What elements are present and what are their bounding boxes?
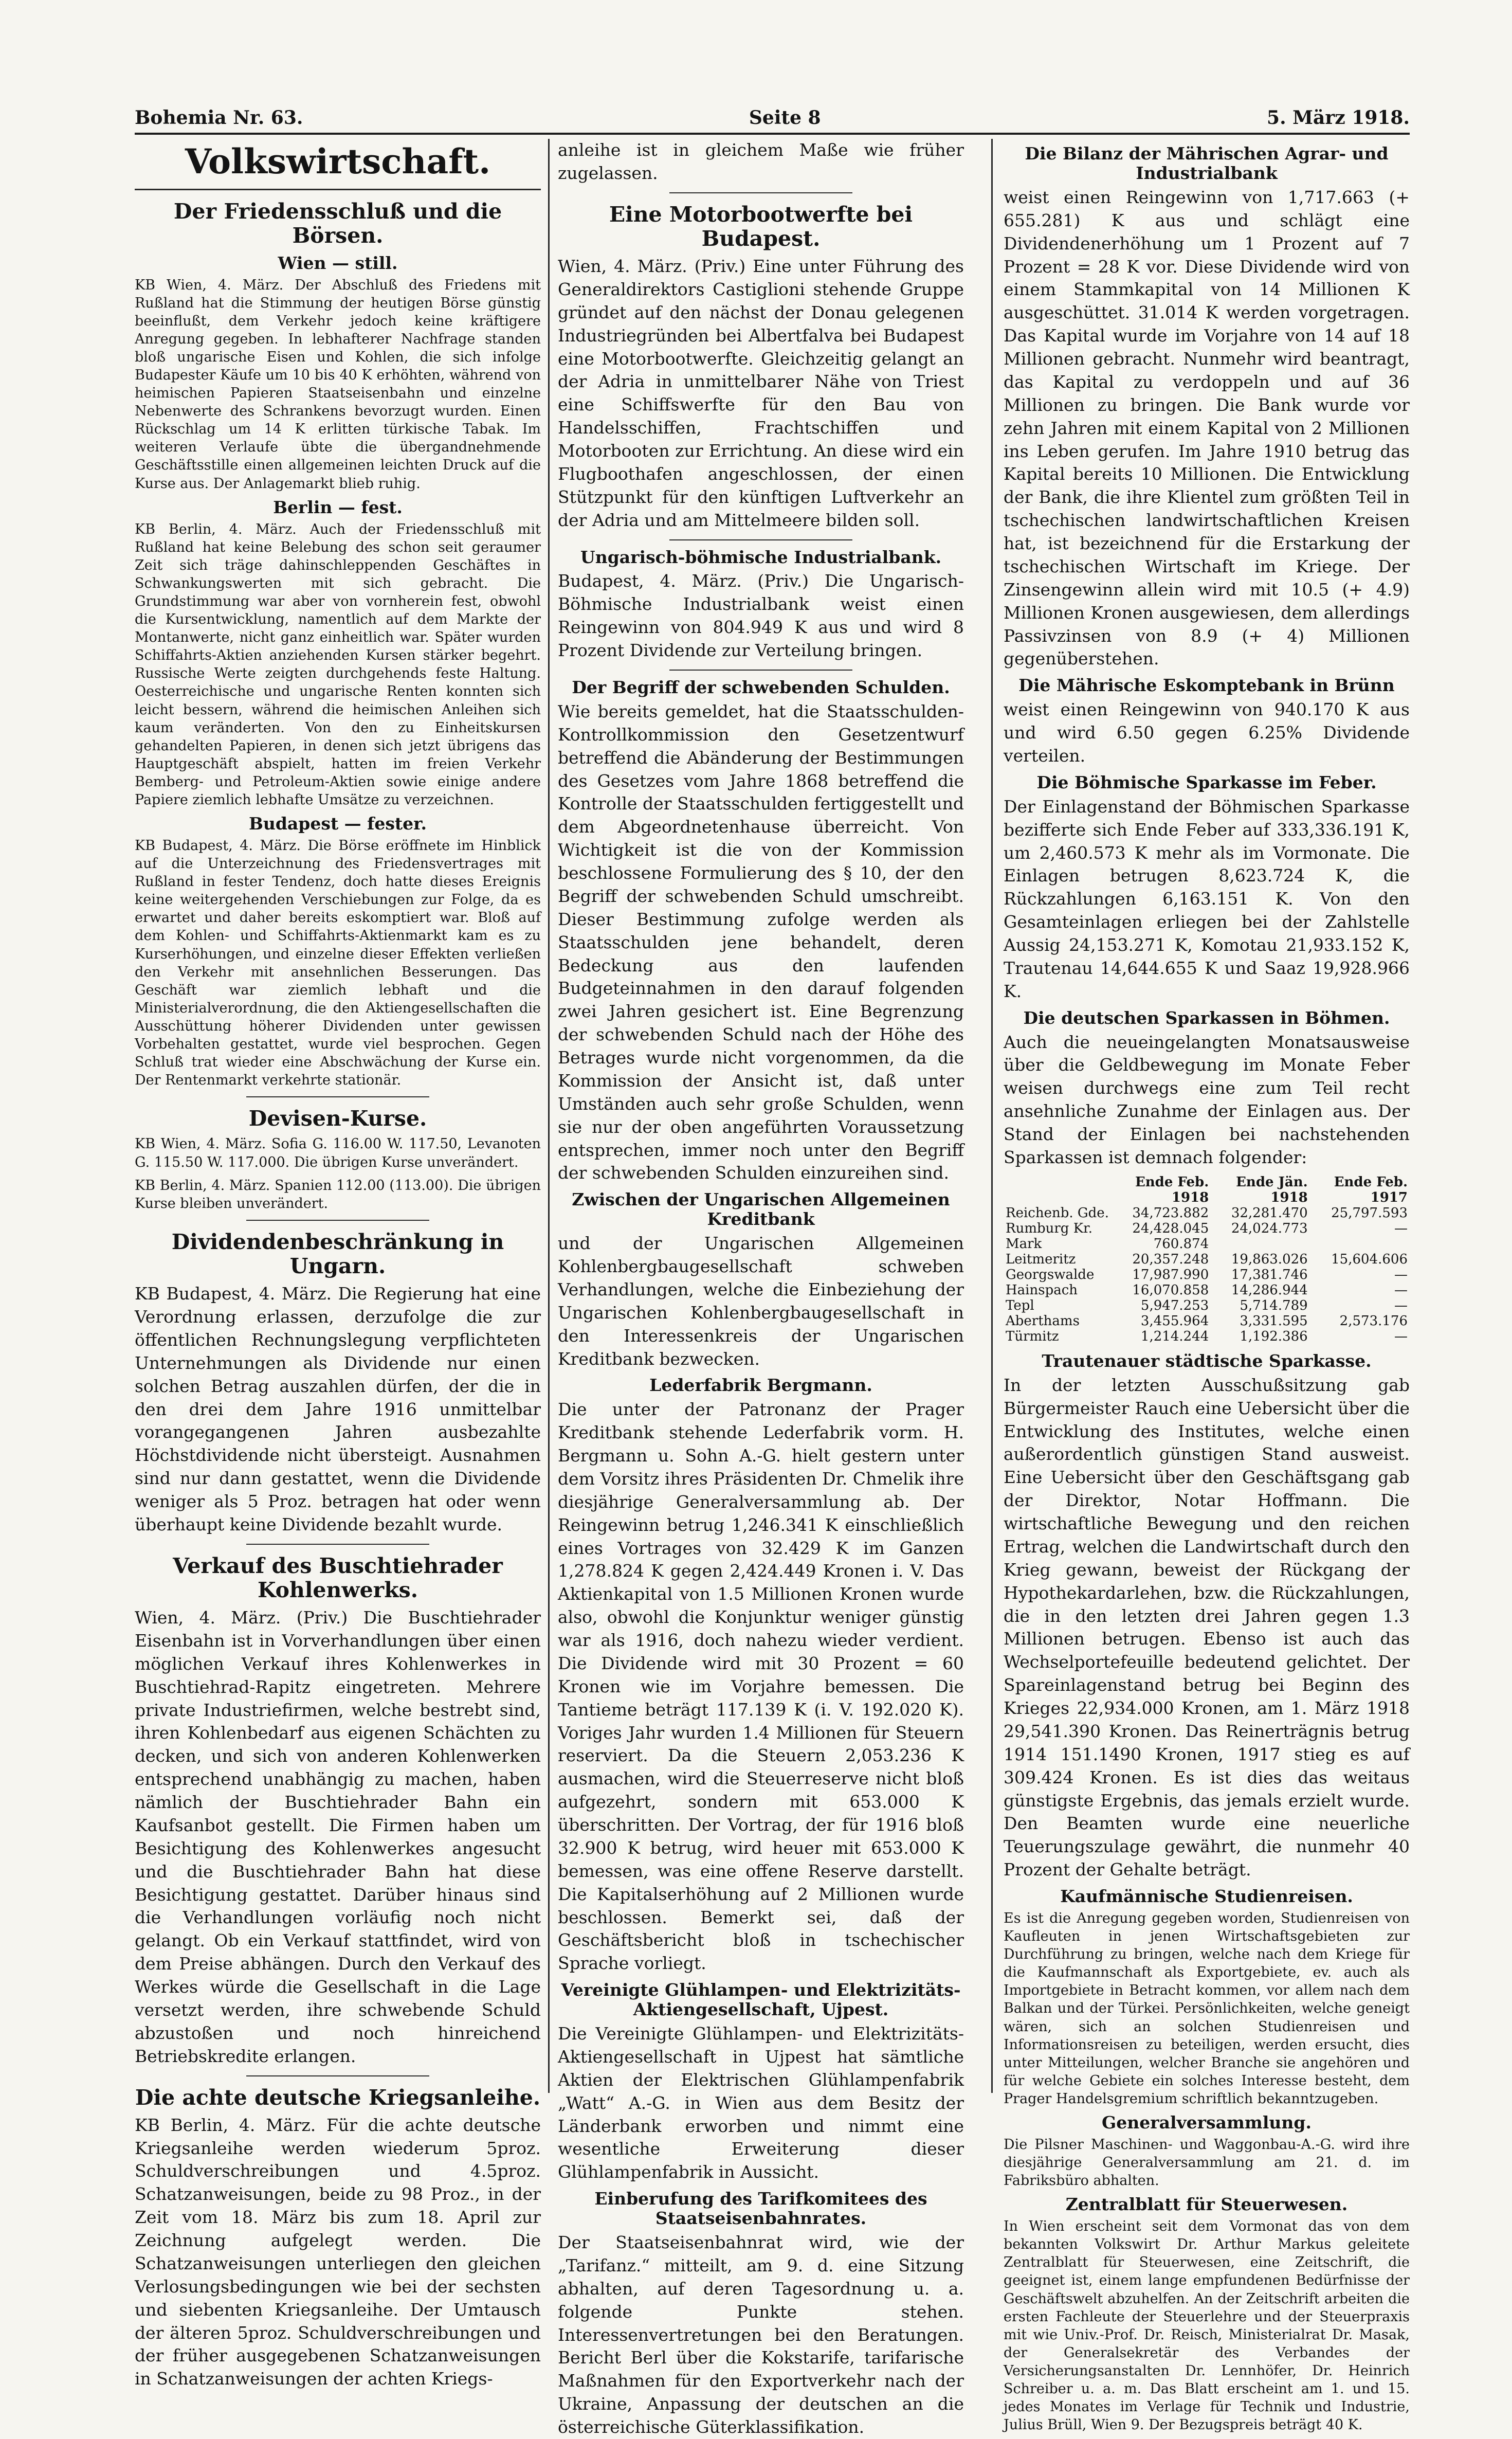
table-row	[1004, 1282, 1410, 1298]
article-paragraph: Die Pilsner Maschinen- und Waggonbau-A.-G. wird ihre diesjährige Generalversammlung am 21. d. im Fabriksbüro abhalten.	[1004, 2136, 1410, 2189]
article-buschtiehrad	[135, 1554, 541, 2068]
article-title: Zwischen der Ungarischen Allgemeinen Kreditbank	[572, 1189, 950, 1230]
article-title: Die Bilanz der Mährischen Agrar- und Industrialbank	[1025, 143, 1389, 183]
table-cell: 3,455.964	[1140, 1313, 1209, 1329]
article-title: Einberufung des Tarifkomitees des Staatseisenbahnrates.	[594, 2189, 927, 2229]
header-rule	[135, 133, 1410, 135]
page-header	[135, 98, 1410, 129]
subhead-berlin: Berlin — fest.	[273, 497, 403, 517]
table-cell: 760.874	[1153, 1236, 1209, 1252]
header-page-number: Seite 8	[749, 107, 821, 129]
table-header-cell	[1004, 1175, 1111, 1205]
article-title: Verkauf des Buschtiehrader Kohlenwerks.	[173, 1553, 503, 1602]
table-cell: 17,381.746	[1231, 1267, 1308, 1282]
article-paragraph: weist einen Reingewinn von 1,717.663 (+ 655.281) K aus und schlägt eine Dividendenerhöhung um 1 Prozent auf 7 Prozent = 28 K vor. Diese Dividende wird von einem Stammkapital von 14 Millionen K ausgeschüttet. 31.014 K werden vorgetragen. Das Kapital wurde im Vorjahre von 14 auf 18 Millionen gebracht. Nunmehr wird beantragt, das Kapital zu verdoppeln und auf 36 Millionen zu bringen. Die Bank wurde vor zehn Jahren mit einem Kapital von 2 Millionen ins Leben gerufen. Im Jahre 1910 betrug das Kapital bereits 10 Millionen. Die Entwicklung der Bank, die ihre Klientel zum größten Teil in tschechischen landwirtschaftlichen Kreisen hat, ist bezeichnend für die Erstarkung der tschechischen Wirtschaft im Kriege. Der Zinsengewinn allein wird mit 10.5 (+ 4.9) Millionen Kronen ausgewiesen, dem allerdings Passivzinsen von 8.9 (+ 4) Millionen gegenüberstehen.	[1004, 187, 1410, 669]
table-cell: 34,723.882	[1132, 1205, 1209, 1221]
header-date: 5. März 1918.	[1267, 107, 1410, 129]
table-cell: 1,214.244	[1140, 1328, 1209, 1344]
section-rule	[135, 189, 541, 190]
article-title: Dividendenbeschränkung in Ungarn.	[171, 1229, 504, 1278]
article-boehmische-sparkasse	[1004, 773, 1410, 1003]
article-paragraph: In der letzten Ausschußsitzung gab Bürgermeister Rauch eine Uebersicht über die Entwicklung des Institutes, welche einen außerordentlich günstigen Stand ausweist. Eine Uebersicht über den Geschäftsgang gab der Direktor, Notar Hoffmann. Die wirtschaftliche Bewegung und den reichen Ertrag, welchen die Landwirtschaft durch den Krieg gewann, beweist der Rückgang der Hypothekardarlehen, bzw. die Rückzahlungen, die in den letzten drei Jahren gegen 1.3 Millionen betrugen. Ebenso ist auch das Wechselportefeuille bedeutend gelichtet. Der Spareinlagenstand betrug bei Beginn des Krieges 22,934.000 Kronen, am 1. März 1918 29,541.390 Kronen. Das Reinerträgnis betrug 1914 151.1490 Kronen, 1917 stieg es auf 309.424 Kronen. Es ist dies das weitaus günstigste Ergebnis, das jemals erzielt wurde. Den Beamten wurde eine neuerliche Teuerungszulage gewährt, die nunmehr 40 Prozent der Gehalte beträgt.	[1004, 1375, 1410, 1880]
article-rule	[246, 2075, 429, 2076]
article-gluehlampen	[558, 1980, 964, 2184]
column-divider-1	[548, 139, 550, 2093]
article-paragraph: KB Berlin, 4. März. Spanien 112.00 (113.00). Die übrigen Kurse bleiben unverändert.	[135, 1177, 541, 1212]
article-paragraph: Budapest, 4. März. (Priv.) Die Ungarisch-Böhmische Industrialbank weist einen Reingewinn von 804.949 K aus und wird 8 Prozent Dividende zur Verteilung bringen.	[558, 571, 964, 661]
article-rule	[669, 670, 852, 671]
article-zentralblatt	[1004, 2195, 1410, 2434]
table-cell: 3,331.595	[1240, 1313, 1308, 1329]
article-agrarbank	[1004, 144, 1410, 671]
article-title: Kaufmännische Studienreisen.	[1060, 1886, 1353, 1906]
article-paragraph: In Wien erscheint seit dem Vormonat das von dem bekannten Volkswirt Dr. Arthur Markus geleitete Zentralblatt für Steuerwesen, eine Zeitschrift, die geeignet ist, einem lange empfundenen Bedürfnisse der Geschäftswelt abzuhelfen. An der Zeitschrift arbeiten die ersten Fachleute der Steuerlehre und der Steuerpraxis mit wie Univ.-Prof. Dr. Reisch, Ministerialrat Dr. Masak, der Generalsekretär des Verbandes der Versicherungsanstalten Dr. Lennhöfer, Dr. Heinrich Schreiber u. a. m. Das Blatt erscheint am 1. und 15. jedes Monates im Verlage für Technik und Industrie, Julius Brüll, Wien 9. Der Bezugspreis beträgt 40 K.	[1004, 2218, 1410, 2433]
article-title: Die deutschen Sparkassen in Böhmen.	[1023, 1007, 1390, 1028]
table-row	[1004, 1252, 1410, 1267]
article-paragraph: Der Einlagenstand der Böhmischen Sparkasse bezifferte sich Ende Feber auf 333,336.191 K, um 2,460.573 K mehr als im Vormonate. Die Einlagen betrugen 8,623.724 K, die Rückzahlungen 6,163.151 K. Von den Gesamteinlagen erliegen bei der Zahlstelle Aussig 24,153.271 K, Komotau 21,933.152 K, Trautenau 14,644.655 K und Saaz 19,928.966 K.	[1004, 796, 1410, 1001]
article-paragraph: Wien, 4. März. (Priv.) Eine unter Führung des Generaldirektors Castiglioni stehende Gruppe gründet auf den nächst der Donau gelegenen Industriegründen bei Albertfalva bei Budapest eine Motorbootwerfte. Gleichzeitig gelangt an der Adria in unmittelbarer Nähe von Triest eine Schiffswerfte für den Bau von Handelsschiffen, Frachtschiffen und Motorbooten zur Errichtung. An diese wird ein Flugboothafen angeschlossen, der einen Stützpunkt für den künftigen Luftverkehr an der Adria und am Mittelmeere bilden soll.	[558, 256, 964, 530]
article-paragraph: KB Wien, 4. März. Sofia G. 116.00 W. 117.50, Levanoten G. 115.50 W. 117.000. Die übrigen Kurse unverändert.	[135, 1136, 541, 1170]
table-cell: Hainspach	[1006, 1282, 1078, 1298]
table-cell: —	[1394, 1282, 1408, 1298]
table-cell: Leitmeritz	[1006, 1251, 1076, 1267]
table-cell: Rumburg Kr.	[1006, 1220, 1092, 1236]
table-cell: Türmitz	[1006, 1328, 1059, 1344]
table-cell: 5,947.253	[1140, 1297, 1209, 1313]
table-cell: —	[1394, 1220, 1408, 1236]
article-paragraph: Wien, 4. März. (Priv.) Die Buschtiehrader Eisenbahn ist in Vorverhandlungen über einen möglichen Verkauf ihres Kohlenwerkes in Buschtiehrad-Rapitz eingetreten. Mehrere private Industriefirmen, welche bestrebt sind, ihren Kohlenbedarf aus eigenen Schächten zu decken, und sich von anderen Kohlenwerken entsprechend unabhängig zu machen, haben nämlich der Buschtiehrader Bahn ein Kaufsanbot gestellt. Die Firmen haben um Besichtigung des Kohlenwerkes angesucht und die Buschtiehrader Bahn hat diese Besichtigung gestattet. Darüber hinaus sind die Verhandlungen vorläufig noch nicht gelangt. Ob ein Verkauf stattfindet, wird von dem Preise abhängen. Durch den Verkauf des Werkes würde die Gesellschaft in die Lage versetzt werden, ihre schwebende Schuld abzustoßen und noch hinreichend Betriebskredite erlangen.	[135, 1607, 541, 2066]
article-kreditbank	[558, 1190, 964, 1370]
table-cell: 17,987.990	[1132, 1267, 1209, 1282]
table-row	[1004, 1236, 1410, 1252]
table-cell: —	[1394, 1328, 1408, 1344]
table-row	[1004, 1329, 1410, 1344]
article-title: Die achte deutsche Kriegsanleihe.	[135, 2085, 541, 2110]
article-paragraph: KB Budapest, 4. März. Die Regierung hat eine Verordnung erlassen, derzufolge die zur öffentlichen Rechnungslegung verpflichteten Unternehmungen als Dividende nur einen solchen Betrag auszahlen dürfen, der die in den drei dem Jahre 1916 unmittelbar vorangegangenen Jahren ausbezahlte Höchstdividende nicht übersteigt. Ausnahmen sind nur dann gestattet, wenn die Dividende weniger als 5 Proz. betragen hat oder wenn überhaupt keine Dividende bezahlt wurde.	[135, 1284, 541, 1534]
table-cell: Aberthams	[1006, 1313, 1080, 1329]
table-cell: 5,714.789	[1240, 1297, 1308, 1313]
table-cell	[1310, 1236, 1410, 1252]
article-paragraph: KB Berlin, 4. März. Für die achte deutsche Kriegsanleihe werden wiederum 5proz. Schuldverschreibungen und 4.5proz. Schatzanweisungen, beide zu 98 Proz., in der Zeit vom 18. März bis zum 18. April zur Zeichnung aufgelegt werden. Die Schatzanweisungen unterliegen den gleichen Verlosungsbedingungen wie bei der sechsten und siebenten Kriegsanleihe. Der Umtausch der älteren 5proz. Schuldverschreibungen und der früher ausgegebenen Schatzanweisungen in Schatzanweisungen der achten Kriegs-	[135, 2115, 541, 2389]
article-title: Lederfabrik Bergmann.	[649, 1375, 872, 1396]
table-row	[1004, 1267, 1410, 1282]
article-title: Die Mährische Eskomptebank in Brünn	[1018, 675, 1395, 696]
column-2	[558, 139, 964, 2437]
table-row	[1004, 1221, 1410, 1236]
table-cell: 25,797.593	[1331, 1205, 1408, 1221]
table-header-cell: Ende Feb. 1917	[1334, 1174, 1408, 1205]
article-title: Der Begriff der schwebenden Schulden.	[572, 677, 950, 697]
article-rule	[246, 1220, 429, 1221]
table-header-cell: Ende Jän. 1918	[1236, 1174, 1308, 1205]
article-rule	[246, 1544, 429, 1545]
table-cell: 24,024.773	[1231, 1220, 1308, 1236]
table-cell: 1,192.386	[1240, 1328, 1308, 1344]
section-title: Volkswirtschaft.	[185, 141, 491, 182]
article-rule	[669, 539, 852, 540]
article-title: Die Böhmische Sparkasse im Feber.	[1036, 772, 1377, 792]
article-trautenau	[1004, 1351, 1410, 1882]
subhead-budapest: Budapest — fester.	[248, 814, 427, 834]
article-industrialbank	[558, 548, 964, 662]
article-paragraph: KB Budapest, 4. März. Die Börse eröffnete im Hinblick auf die Unterzeichnung des Friedensvertrages mit Rußland in fester Tendenz, doch hatte dieses Ereignis keine weitergehenden Verschiebungen zur Folge, da es erwartet und daher bereits eskomptiert war. Bloß auf dem Kohlen- und Schiffahrts-Aktienmarkt kam es zu Kurserhöhungen, und einzelne dieser Effekten verließen den Verkehr mit ansehnlichen Besserungen. Das Geschäft war ziemlich lebhaft und die Ministerialverordnung, die den Aktiengesellschaften die Ausschüttung höherer Dividenden unter gewissen Vorbehalten gestattet, wurde viel besprochen. Gegen Schluß trat wieder eine Abschwächung der Kurse ein. Der Rentenmarkt verkehrte stationär.	[135, 838, 541, 1089]
table-cell: 24,428.045	[1132, 1220, 1209, 1236]
article-eskomptebank	[1004, 676, 1410, 768]
article-dividendenbeschraenkung	[135, 1230, 541, 1537]
table-row	[1004, 1313, 1410, 1329]
article-title: Der Friedensschluß und die Börsen.	[173, 199, 502, 248]
article-paragraph: Die Vereinigte Glühlampen- und Elektrizitäts-Aktiengesellschaft in Ujpest hat sämtliche Aktien der Elektrischen Glühlampenfabrik „Watt“ A.-G. in Wien aus dem Besitz der Länderbank erworben und nimmt eine wesentliche Erweiterung dieser Glühlampenfabrik in Aussicht.	[558, 2024, 964, 2182]
article-title: Eine Motorbootwerfte bei Budapest.	[609, 202, 913, 251]
article-friedensschluss	[135, 200, 541, 1089]
column-1	[135, 139, 541, 2389]
article-lederfabrik	[558, 1376, 964, 1975]
article-paragraph: Es ist die Anregung gegeben worden, Studienreisen von Kaufleuten in jenen Wirtschaftsgebieten zur Durchführung zu bringen, welche nach dem Kriege für die Kaufmannschaft als Exportgebiete, ev. auch als Importgebiete in Betracht kommen, vor allem nach dem Balkan und der Türkei. Persönlichkeiten, welche geneigt wären, sich an solchen Studienreisen und Informationsreisen zu beteiligen, werden ersucht, dies unter Mitteilungen, welcher Branche sie angehören und für welche Gebiete ein solches Interesse besteht, dem Prager Handelsgremium schriftlich bekanntzugeben.	[1004, 1910, 1410, 2107]
article-paragraph: und der Ungarischen Allgemeinen Kohlenbergbaugesellschaft schweben Verhandlungen, welche die Einbeziehung der Ungarischen Kohlenbergbaugesellschaft in den Interessenkreis der Ungarischen Kreditbank bezwecken.	[558, 1233, 964, 1369]
table-cell: Mark	[1006, 1236, 1042, 1252]
table-cell	[1211, 1236, 1309, 1252]
article-paragraph: Auch die neueingelangten Monatsausweise über die Geldbewegung im Monate Feber weisen durchwegs eine zum Teil recht ansehnliche Zunahme der Einlagen aus. Der Stand der Einlagen bei nachstehenden Sparkassen ist demnach folgender:	[1004, 1032, 1410, 1167]
table-cell: Tepl	[1006, 1297, 1034, 1313]
table-cell: —	[1394, 1267, 1408, 1282]
article-tarifkomitee	[558, 2189, 964, 2439]
table-cell: 16,070.858	[1132, 1282, 1209, 1298]
table-cell: 20,357.248	[1132, 1251, 1209, 1267]
table-cell: 32,281.470	[1231, 1205, 1308, 1221]
header-paper-issue: Bohemia Nr. 63.	[135, 107, 303, 129]
article-rule	[246, 1096, 429, 1097]
article-title: Vereinigte Glühlampen- und Elektrizitäts-Aktiengesellschaft, Ujpest.	[561, 1980, 961, 2020]
sparkassen-table	[1004, 1175, 1410, 1344]
article-title: Generalversammlung.	[1102, 2112, 1311, 2133]
table-cell: —	[1394, 1297, 1408, 1313]
article-title: Devisen-Kurse.	[248, 1106, 427, 1131]
article-devisen	[135, 1107, 541, 1213]
article-rule	[669, 192, 852, 193]
table-row	[1004, 1298, 1410, 1313]
table-cell: 2,573.176	[1339, 1313, 1408, 1329]
table-header-cell: Ende Feb. 1918	[1135, 1174, 1209, 1205]
table-cell: 15,604.606	[1331, 1251, 1408, 1267]
article-paragraph: weist einen Reingewinn von 940.170 K aus und wird 6.50 gegen 6.25% Dividende verteilen.	[1004, 699, 1410, 766]
article-title: Zentralblatt für Steuerwesen.	[1065, 2194, 1348, 2215]
table-header-row	[1004, 1175, 1410, 1205]
table-cell: Reichenb. Gde.	[1006, 1205, 1109, 1221]
article-paragraph: KB Wien, 4. März. Der Abschluß des Friedens mit Rußland hat die Stimmung der heutigen Börse günstig beeinflußt, dem Verkehr jedoch keine kräftigere Anregung gegeben. In lebhafterer Nachfrage standen bloß ungarische Eisen und Kohlen, die sich infolge Budapester Käufe um 10 bis 40 K erhöhten, während von heimischen Papieren Staatseisenbahn und einzelne Nebenwerte des Schrankens bevorzugt wurden. Einen Rückschlag um 14 K erlitten türkische Tabak. Im weiteren Verlaufe übte die übergandnehmende Geschäftsstille einen allgemeinen leichten Druck auf die Kurse aus. Der Anlagemarkt blieb ruhig.	[135, 277, 541, 492]
article-paragraph: KB Berlin, 4. März. Auch der Friedensschluß mit Rußland hat keine Belebung des schon seit geraumer Zeit sich träge dahinschleppenden Geschäftes in Schwankungswerten mit sich gebracht. Die Grundstimmung war aber von vornherein fest, obwohl die Kursentwicklung, namentlich auf dem Markte der Montanwerte, nicht ganz einheitlich war. Später wurden Schiffahrts-Aktien anziehenden Kursen stärker begehrt. Russische Werte zeigten durchgehends feste Haltung. Oesterreichische und ungarische Renten konnten sich leicht bessern, während die heimischen Anleihen sich kaum veränderten. Von den zu Einheitskursen gehandelten Papieren, in denen sich jetzt übrigens das Hauptgeschäft abspielt, hatten im freien Verkehr Bemberg- und Petroleum-Aktien sowie einige andere Papiere ziemlich lebhafte Umsätze zu verzeichnen.	[135, 521, 541, 808]
table-cell: Georgswalde	[1006, 1267, 1095, 1282]
article-paragraph: Der Staatseisenbahnrat wird, wie der „Tarifanz.“ mitteilt, am 9. d. eine Sitzung abhalten, auf deren Tagesordnung u. a. folgende Punkte stehen. Interessenvertretungen bei den Beratungen. Bericht Berl über die Kokstarife, tarifarische Maßnahmen für den Exportverkehr nach der Ukraine, Anpassung der deutschen an die österreichische Güterklassifikation.	[558, 2232, 964, 2437]
column-3	[1004, 139, 1410, 2433]
table-cell: 19,863.026	[1231, 1251, 1308, 1267]
table-cell: 14,286.944	[1231, 1282, 1308, 1298]
article-schwebende-schulden	[558, 678, 964, 1185]
article-title: Trautenauer städtische Sparkasse.	[1042, 1350, 1372, 1371]
article-studienreisen	[1004, 1887, 1410, 2108]
article-motorbootwerfte	[558, 203, 964, 532]
article-kriegsanleihe	[135, 2086, 541, 2391]
article-deutsche-sparkassen	[1004, 1008, 1410, 1344]
subhead-wien: Wien — still.	[278, 252, 398, 273]
column-divider-2	[991, 139, 993, 2093]
article-paragraph: Wie bereits gemeldet, hat die Staatsschulden-Kontrollkommission den Gesetzentwurf betreffend die Abänderung der Bestimmungen des Gesetzes vom Jahre 1868 betreffend die Kontrolle der Staatsschulden fertiggestellt und dem Abgeordnetenhause überreicht. Von Wichtigkeit ist die von der Kommission beschlossene Formulierung des § 10, der den Begriff der schwebenden Schuld umschreibt. Dieser Bestimmung zufolge werden als Staatsschulden jene behandelt, deren Bedeckung aus den laufenden Budgeteinnahmen in den darauf folgenden zwei Jahren gesichert ist. Eine Begrenzung der schwebenden Schuld nach der Höhe des Betrages wurde nicht vorgenommen, da die Kommission der Ansicht ist, daß unter Umständen auch sehr große Schulden, wenn sie nur der oben angeführten Voraussetzung entsprechen, immer noch unter den Begriff der schwebenden Schulden einzureihen sind.	[558, 701, 964, 1183]
article-paragraph: Die unter der Patronanz der Prager Kreditbank stehende Lederfabrik vorm. H. Bergmann u. Sohn A.-G. hielt gestern unter dem Vorsitz ihres Präsidenten Dr. Chmelik ihre diesjährige Generalversammlung ab. Der Reingewinn betrug 1,246.341 K einschließlich eines Vortrages von 32.429 K im Ganzen 1,278.824 K gegen 2,424.449 Kronen i. V. Das Aktienkapital von 1.5 Millionen Kronen wurde also, obwohl die Konjunktur weniger günstig war als 1916, doch nahezu wieder verdient. Die Dividende wird mit 30 Prozent = 60 Kronen wie im Vorjahre bemessen. Die Tantieme beträgt 117.139 K (i. V. 192.020 K). Voriges Jahr wurden 1.4 Millionen für Steuern reserviert. Da die Steuern 2,053.236 K ausmachen, wird die Steuerreserve nicht bloß aufgezehrt, sondern mit 653.000 K überschritten. Der Vortrag, der für 1916 bloß 32.900 K betrug, wird heuer mit 653.000 K bemessen, was eine offene Reserve darstellt. Die Kapitalserhöhung auf 2 Millionen wurde beschlossen. Bemerkt sei, daß der Geschäftsbericht bloß in tschechischer Sprache vorliegt.	[558, 1399, 964, 1974]
article-title: Ungarisch-böhmische Industrialbank.	[580, 547, 942, 567]
table-row	[1004, 1205, 1410, 1221]
article-generalversammlung	[1004, 2113, 1410, 2190]
article-continuation: anleihe ist in gleichem Maße wie früher zugelassen.	[558, 140, 964, 183]
